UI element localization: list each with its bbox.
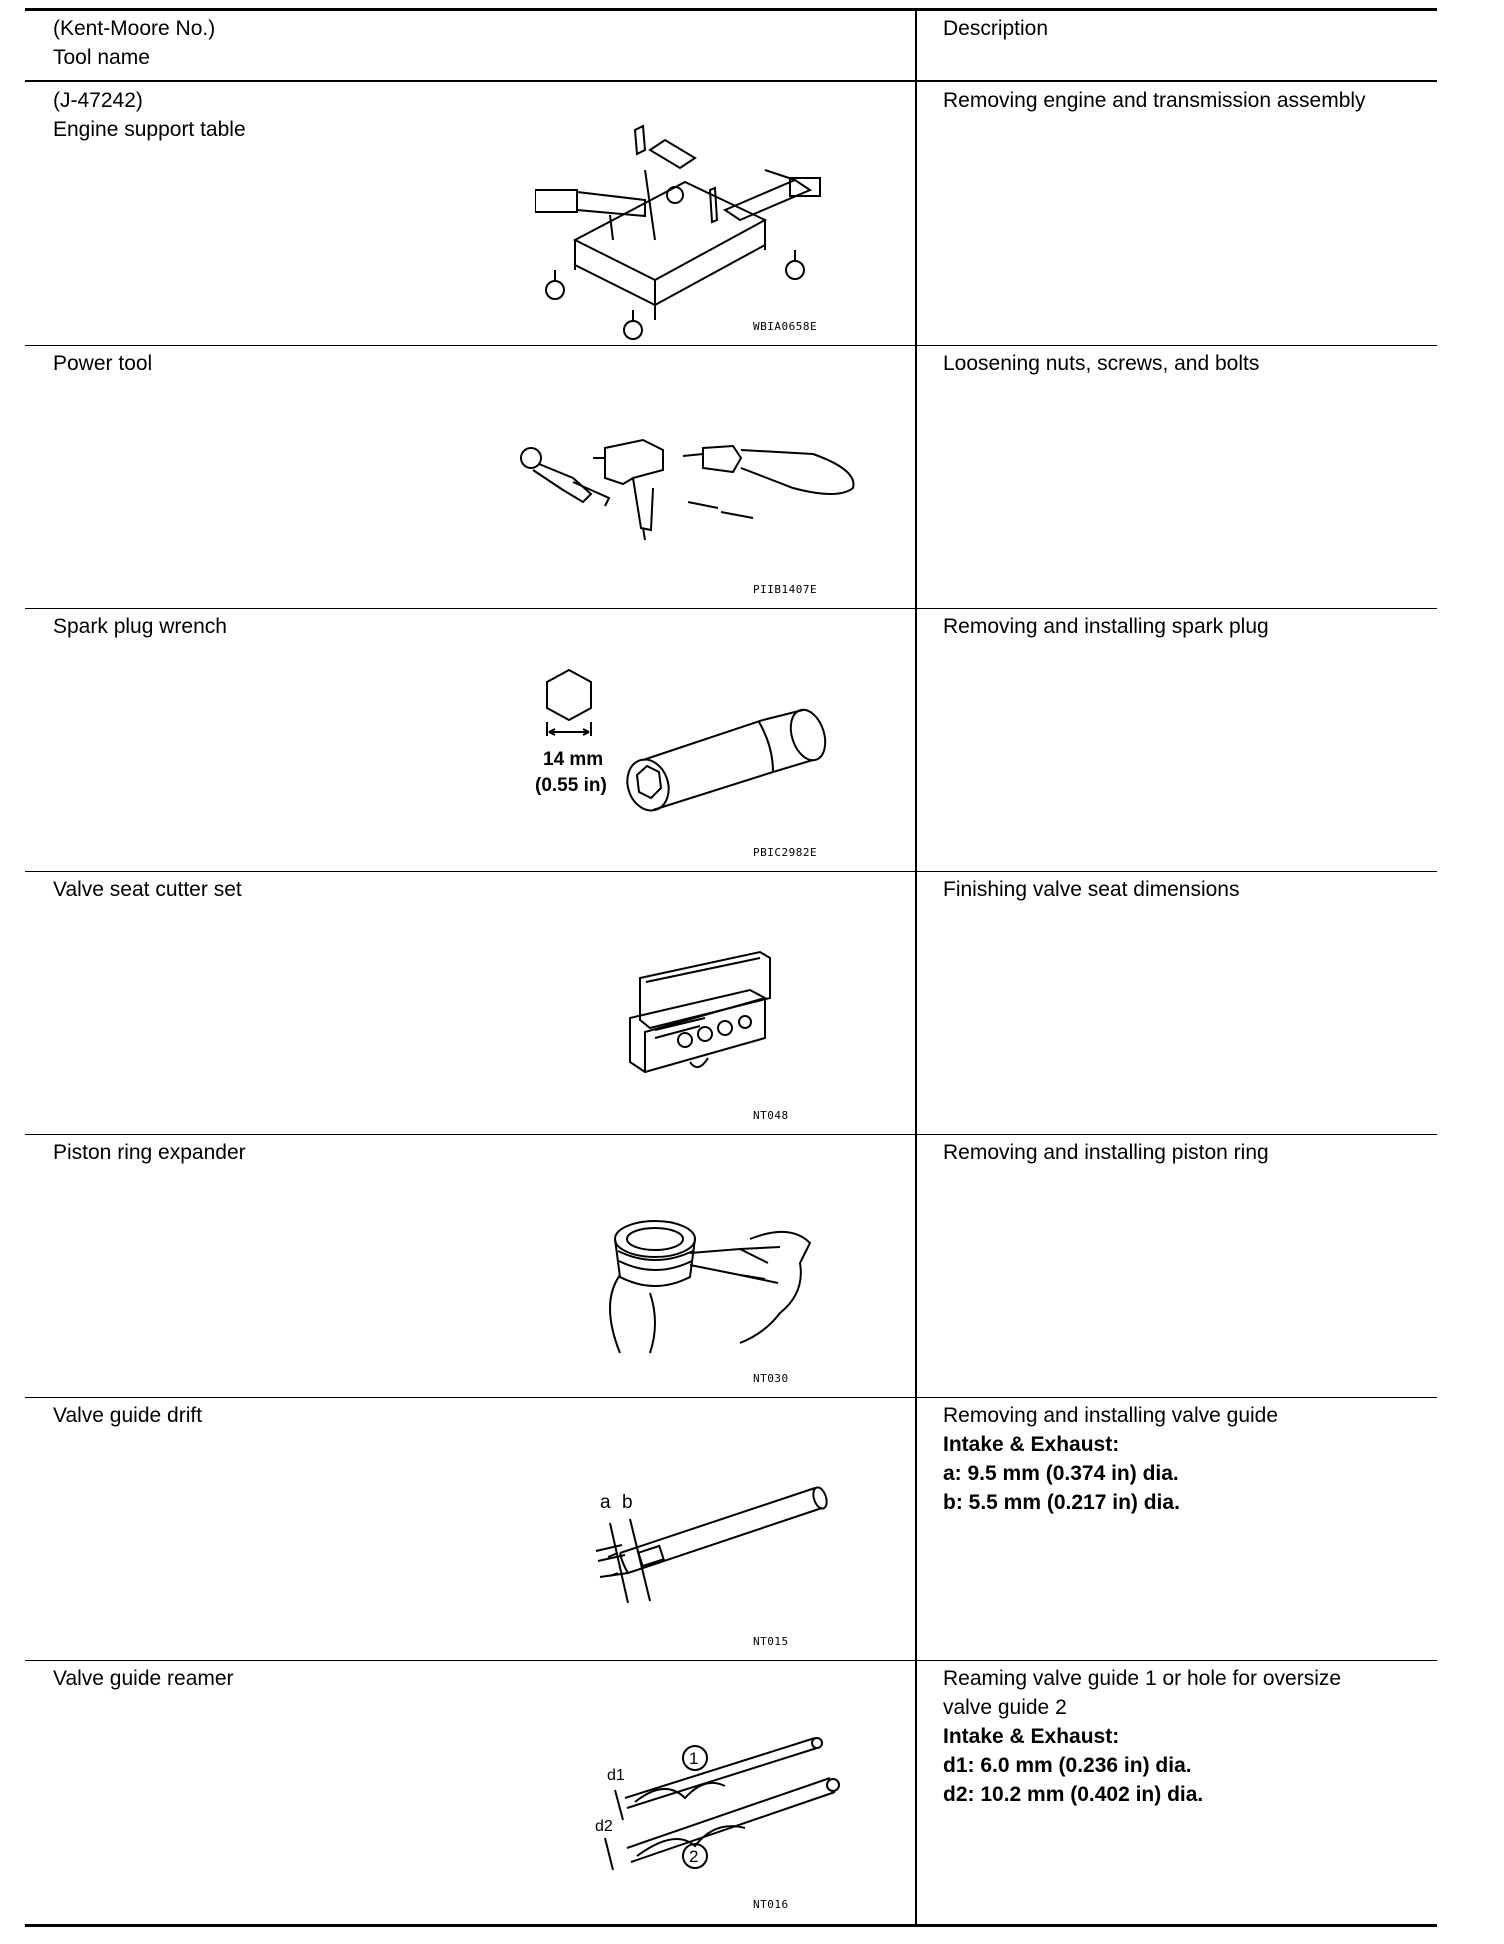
engine-support-table-illustration bbox=[535, 120, 845, 340]
header-tool-column bbox=[53, 14, 215, 72]
header-bottom-rule bbox=[25, 80, 1437, 82]
dimension-line2: (0.55 in) bbox=[535, 775, 607, 796]
tool-description-block bbox=[943, 1664, 1341, 1809]
detail-a: a: 9.5 mm (0.374 in) dia. bbox=[943, 1462, 1179, 1485]
tool-description: Finishing valve seat dimensions bbox=[943, 878, 1240, 901]
piston-ring-expander-illustration bbox=[590, 1213, 820, 1363]
tool-name: Valve guide drift bbox=[53, 1404, 203, 1427]
label-b: b bbox=[622, 1492, 633, 1513]
label-1: 1 bbox=[689, 1749, 699, 1768]
detail-heading: Intake & Exhaust: bbox=[943, 1725, 1120, 1748]
tool-name: Piston ring expander bbox=[53, 1141, 246, 1164]
header-kent-moore-label: (Kent-Moore No.) bbox=[53, 17, 216, 40]
detail-heading: Intake & Exhaust: bbox=[943, 1433, 1120, 1456]
figure-code: PIIB1407E bbox=[753, 583, 818, 596]
column-divider bbox=[915, 8, 917, 1927]
figure-code: NT048 bbox=[753, 1109, 789, 1122]
row-divider bbox=[25, 1660, 1437, 1661]
figure-code: WBIA0658E bbox=[753, 320, 818, 333]
row-divider bbox=[25, 345, 1437, 346]
valve-guide-drift-illustration bbox=[570, 1483, 840, 1623]
tool-name: Engine support table bbox=[53, 118, 246, 141]
tool-description: Removing and installing spark plug bbox=[943, 615, 1269, 638]
table-top-rule bbox=[25, 8, 1437, 11]
tool-name: Power tool bbox=[53, 352, 153, 375]
row-divider bbox=[25, 608, 1437, 609]
tool-number: (J-47242) bbox=[53, 89, 143, 112]
row-engine-support-table-name bbox=[53, 86, 246, 144]
spark-plug-wrench-illustration bbox=[533, 660, 863, 860]
detail-b: b: 5.5 mm (0.217 in) dia. bbox=[943, 1491, 1180, 1514]
tool-description-line2: valve guide 2 bbox=[943, 1696, 1067, 1719]
table-bottom-rule bbox=[25, 1924, 1437, 1927]
tool-name: Valve guide reamer bbox=[53, 1667, 234, 1690]
header-description-label: Description bbox=[943, 17, 1049, 40]
dimension-line1: 14 mm bbox=[543, 749, 604, 770]
figure-code: NT016 bbox=[753, 1898, 789, 1911]
tool-description-block bbox=[943, 1401, 1278, 1517]
header-tool-name-label: Tool name bbox=[53, 46, 150, 69]
row-divider bbox=[25, 1397, 1437, 1398]
label-d1: d1 bbox=[607, 1767, 625, 1784]
tool-description-line1: Reaming valve guide 1 or hole for oversize bbox=[943, 1667, 1342, 1690]
detail-d2: d2: 10.2 mm (0.402 in) dia. bbox=[943, 1783, 1204, 1806]
tool-description: Removing and installing valve guide bbox=[943, 1404, 1279, 1427]
tool-description: Removing and installing piston ring bbox=[943, 1141, 1269, 1164]
tool-name: Spark plug wrench bbox=[53, 615, 227, 638]
label-d2: d2 bbox=[595, 1818, 613, 1835]
figure-code: NT015 bbox=[753, 1635, 789, 1648]
row-divider bbox=[25, 1134, 1437, 1135]
label-2: 2 bbox=[689, 1847, 699, 1866]
figure-code: NT030 bbox=[753, 1372, 789, 1385]
valve-seat-cutter-set-illustration bbox=[610, 948, 800, 1098]
tool-description: Loosening nuts, screws, and bolts bbox=[943, 352, 1260, 375]
row-divider bbox=[25, 871, 1437, 872]
detail-d1: d1: 6.0 mm (0.236 in) dia. bbox=[943, 1754, 1192, 1777]
label-a: a bbox=[600, 1492, 611, 1513]
power-tool-illustration bbox=[513, 428, 883, 558]
valve-guide-reamer-illustration bbox=[565, 1728, 845, 1878]
figure-code: PBIC2982E bbox=[753, 846, 818, 859]
tool-description: Removing engine and transmission assembly bbox=[943, 89, 1366, 112]
tool-name: Valve seat cutter set bbox=[53, 878, 242, 901]
